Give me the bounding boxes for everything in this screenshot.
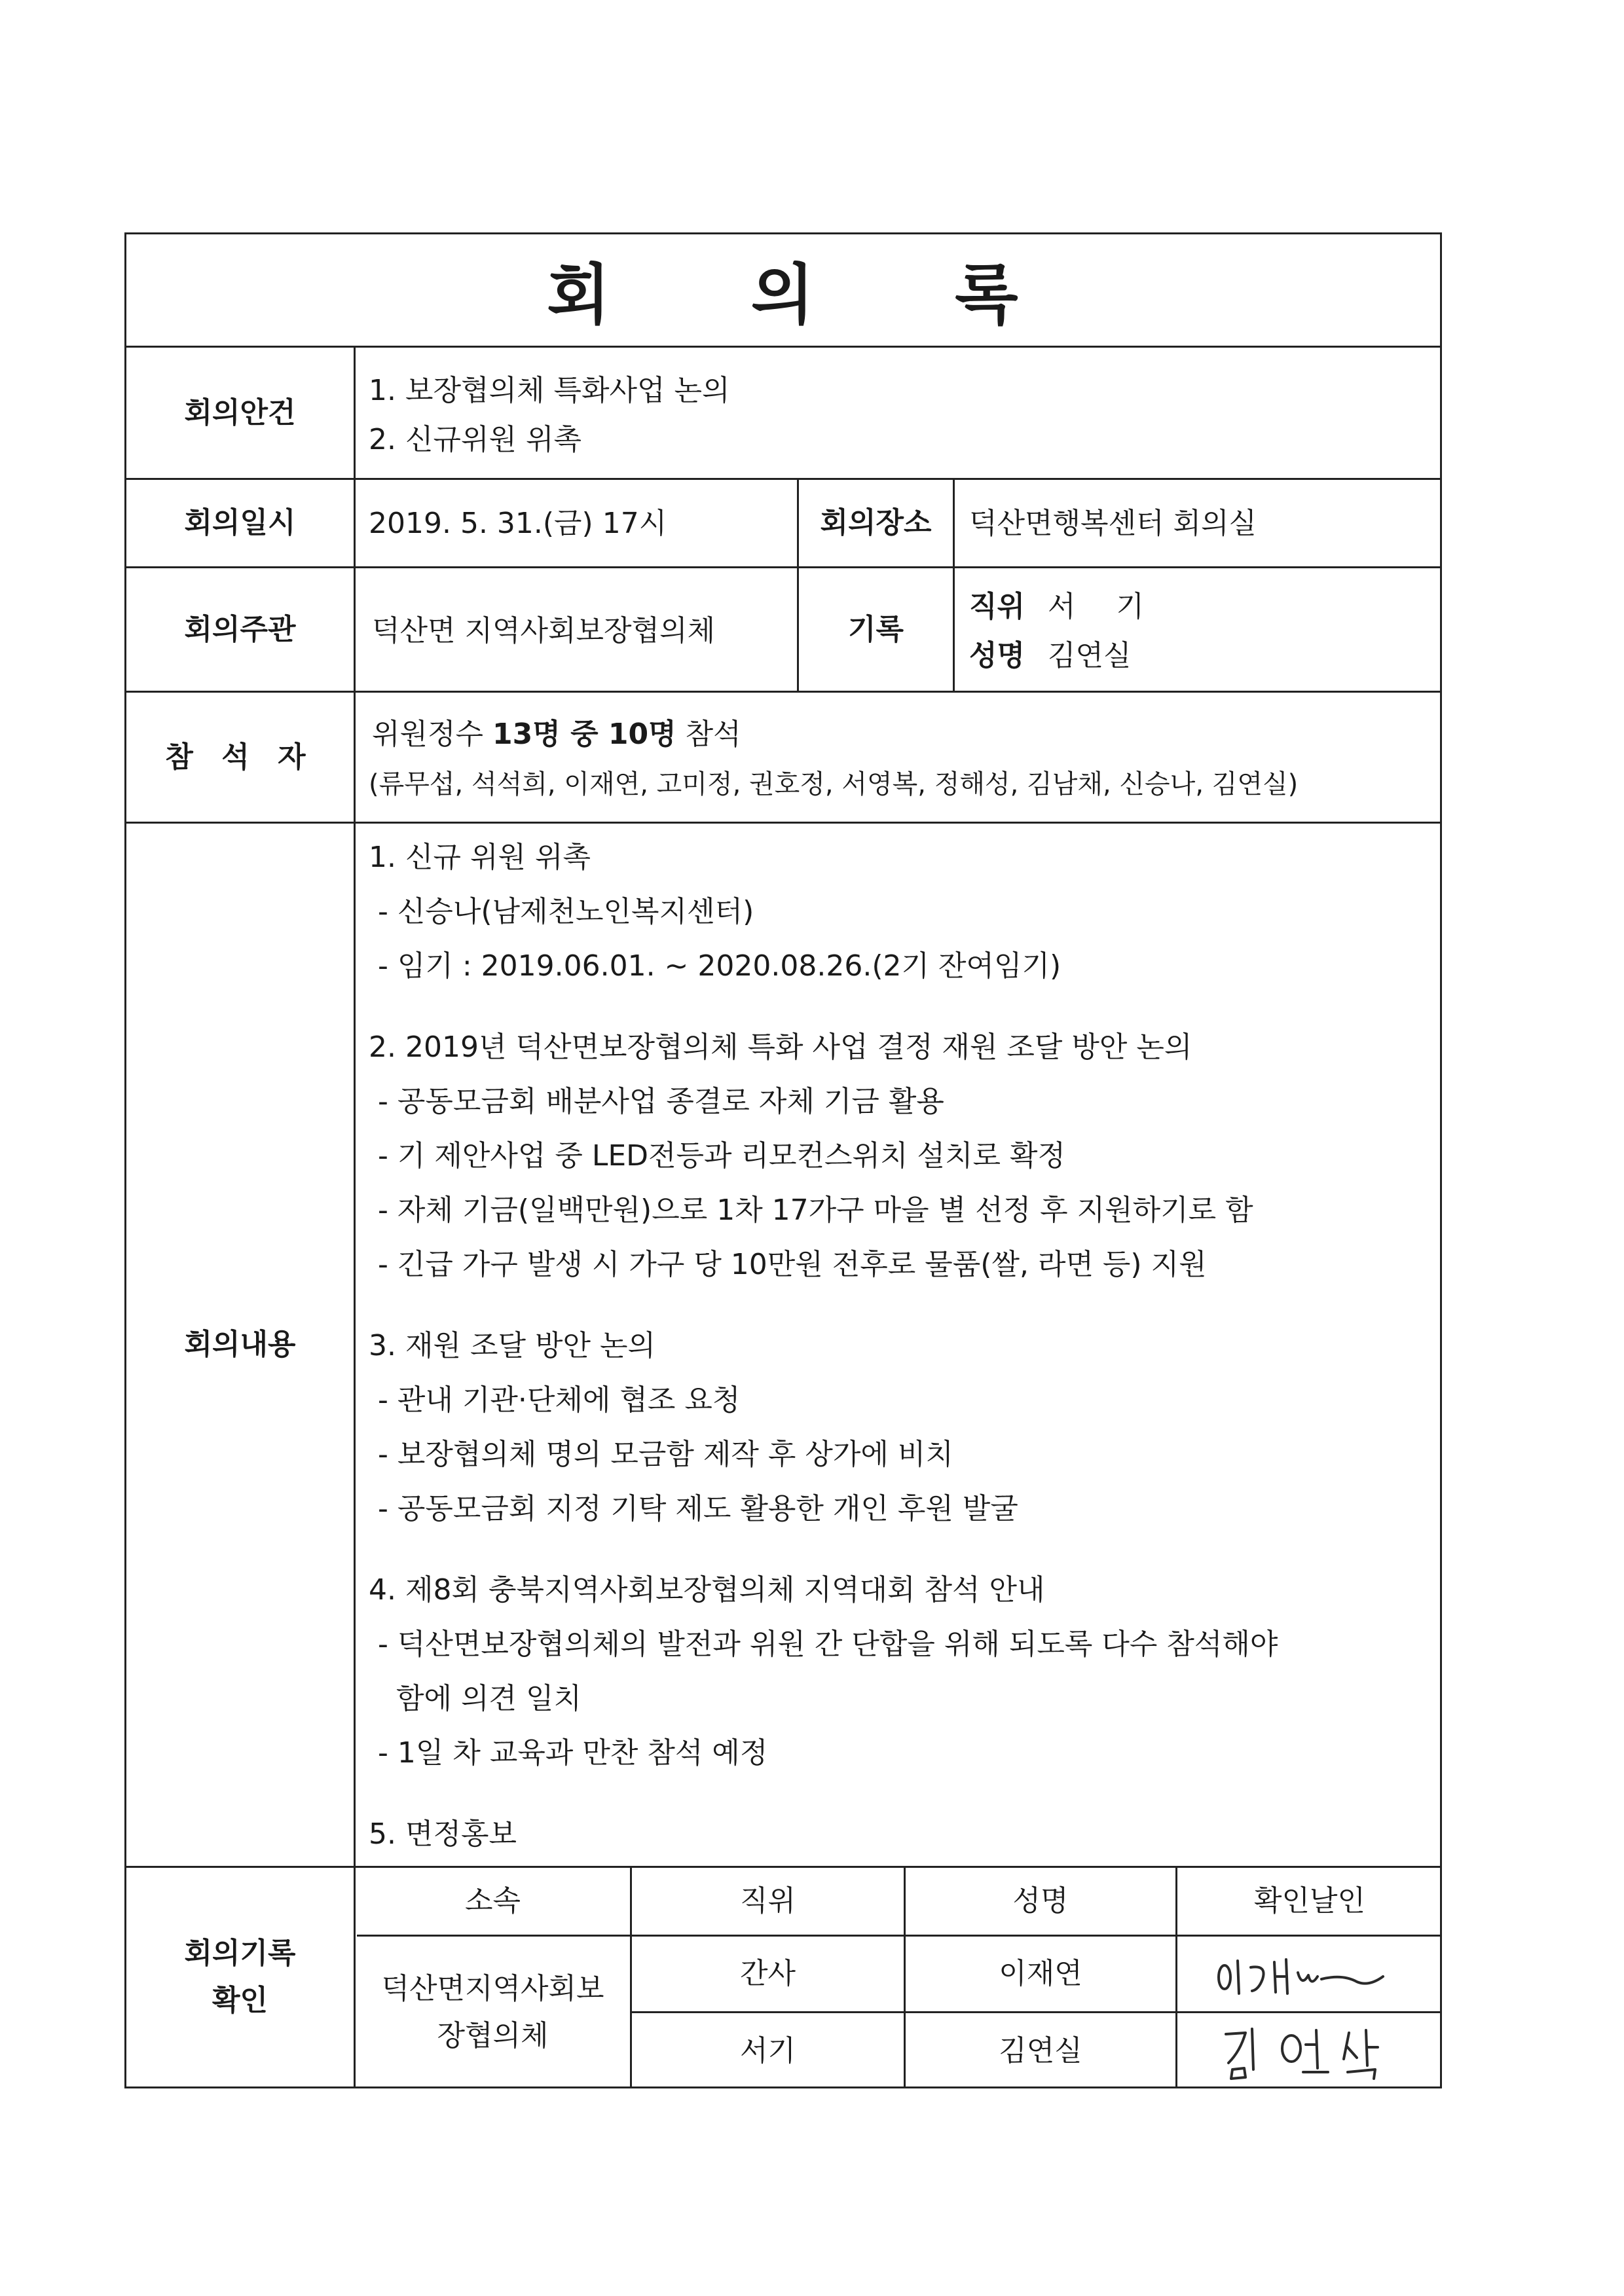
content-line: - 기 제안사업 중 LED전등과 리모컨스위치 설치로 확정 <box>369 1139 1066 1173</box>
attendees-names: (류무섭, 석석희, 이재연, 고미정, 권호정, 서영복, 정해성, 김남채, 신승나, 김연실) <box>369 769 1299 799</box>
row2-position: 서기 <box>739 2033 796 2068</box>
attendees-prefix: 위원정수 <box>372 718 484 751</box>
signature-lee <box>1211 1948 1408 2003</box>
content-line: 2. 2019년 덕산면보장협의체 특화 사업 결정 재원 조달 방안 논의 <box>369 1030 1192 1064</box>
attendees-summary <box>372 720 741 749</box>
content-line: - 임기 : 2019.06.01. ~ 2020.08.26.(2기 잔여임기) <box>369 949 1061 983</box>
content-line: - 공동모금회 배분사업 종결로 자체 기금 활용 <box>369 1085 944 1118</box>
divider <box>354 346 356 2088</box>
content-line: 4. 제8회 충북지역사회보장협의체 지역대회 참석 안내 <box>369 1573 1045 1607</box>
content-line: 5. 면정홍보 <box>369 1817 517 1851</box>
agenda-label: 회의안건 <box>184 395 296 429</box>
content-line: - 보장협의체 명의 모금함 제작 후 상가에 비치 <box>369 1438 953 1471</box>
name-value: 김연실 <box>1048 639 1132 672</box>
datetime-label: 회의일시 <box>184 506 296 539</box>
header-name: 성명 <box>1012 1884 1069 1918</box>
name-label: 성명 <box>969 639 1025 672</box>
divider <box>953 478 955 691</box>
content-line: - 공동모금회 지정 기탁 제도 활용한 개인 후원 발굴 <box>369 1492 1018 1525</box>
position-label: 직위 <box>969 590 1025 623</box>
position-value: 서 기 <box>1048 590 1160 623</box>
content-line: 함에 의견 일치 <box>369 1682 581 1715</box>
row1-name: 이재연 <box>999 1957 1082 1990</box>
content-line: - 신승나(남제천노인복지센터) <box>369 895 754 928</box>
org-value: 덕산면지역사회보 장협의체 <box>381 1972 604 2052</box>
content-line: - 관내 기관·단체에 협조 요청 <box>369 1383 741 1417</box>
header-seal: 확인날인 <box>1253 1884 1365 1918</box>
content-line: 3. 재원 조달 방안 논의 <box>369 1329 655 1362</box>
row2-name: 김연실 <box>999 2033 1082 2068</box>
row1-position: 간사 <box>739 1957 796 1990</box>
confirm-label: 회의기록 확인 <box>184 1937 296 2017</box>
place-label: 회의장소 <box>820 506 932 539</box>
agenda-item-2: 2. 신규위원 위촉 <box>369 423 581 456</box>
content-line: - 1일 차 교육과 만찬 참석 예정 <box>369 1736 768 1770</box>
page-title: 회 의 록 <box>547 256 1077 333</box>
content-line: - 덕산면보장협의체의 발전과 위원 간 단합을 위해 되도록 다수 참석해야 <box>369 1628 1278 1661</box>
agenda-item-1: 1. 보장협의체 특화사업 논의 <box>369 374 730 407</box>
signature-kim <box>1218 2020 1408 2082</box>
content-line: - 긴급 가구 발생 시 가구 당 10만원 전후로 물품(쌀, 라면 등) 지원 <box>369 1248 1207 1281</box>
header-org: 소속 <box>464 1884 521 1918</box>
record-label: 기록 <box>847 612 904 646</box>
place-value: 덕산면행복센터 회의실 <box>969 507 1257 540</box>
content-line: - 자체 기금(일백만원)으로 1차 17가구 마을 별 선정 후 지원하기로 함 <box>369 1194 1253 1227</box>
datetime-value: 2019. 5. 31.(금) 17시 <box>369 507 667 540</box>
host-value: 덕산면 지역사회보장협의체 <box>372 614 716 647</box>
attendees-suffix: 참석 <box>685 718 741 751</box>
host-label: 회의주관 <box>184 612 296 646</box>
header-position: 직위 <box>739 1884 796 1918</box>
attendees-count: 13명 중 10명 <box>492 718 676 751</box>
content-label: 회의내용 <box>184 1328 296 1361</box>
attendees-label: 참 석 자 <box>165 740 315 774</box>
content-line: 1. 신규 위원 위촉 <box>369 841 591 874</box>
